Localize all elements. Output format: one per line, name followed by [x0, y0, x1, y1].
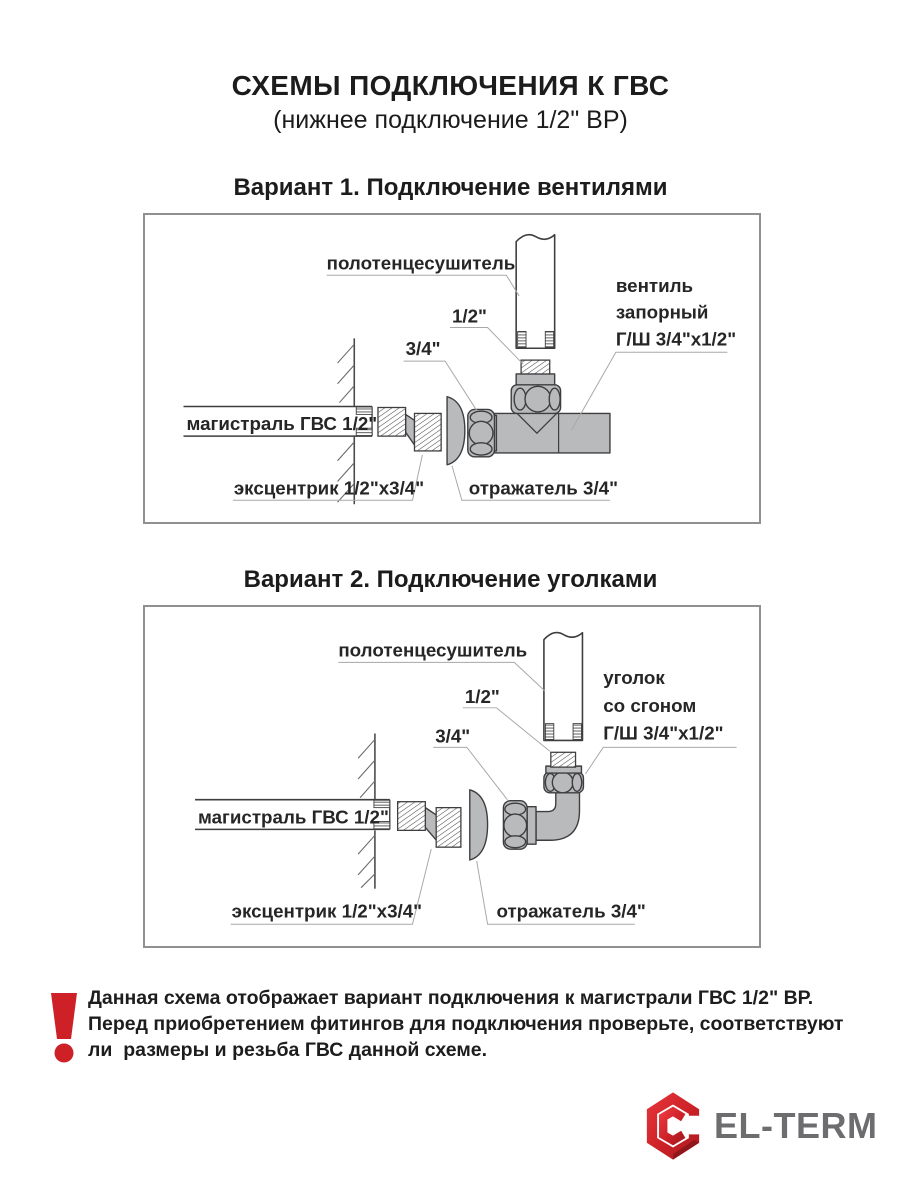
- half-inch-label: 1/2": [452, 305, 487, 327]
- coupling-nut: [468, 409, 495, 456]
- elbow-assembly: [503, 752, 583, 849]
- eccentric-fitting: [378, 407, 441, 450]
- valve-body: [494, 413, 609, 452]
- el-term-logo-icon: [645, 1090, 701, 1162]
- three-quarter-label: 3/4": [405, 338, 441, 360]
- reflector: [447, 397, 465, 465]
- valve-label-line2: запорный: [615, 301, 709, 323]
- page-subtitle: (нижнее подключение 1/2" ВР): [273, 106, 628, 134]
- eccentric-fitting: [398, 802, 461, 847]
- variant2-diagram: [145, 607, 759, 946]
- exclamation-icon: [49, 992, 79, 1064]
- warning-text: [88, 985, 888, 1063]
- towel-rail-pipe: [516, 235, 554, 349]
- eccentric-label: эксцентрик 1/2"x3/4": [231, 900, 423, 922]
- supply-pipe-label: магистраль ГВС 1/2": [186, 413, 378, 435]
- towel-rail-label: полотенцесушитель: [338, 639, 528, 661]
- valve-flange: [516, 374, 554, 385]
- three-quarter-label: 3/4": [435, 725, 471, 747]
- brand-logo: [645, 1090, 877, 1162]
- variant1-diagram-box: [143, 213, 761, 524]
- threaded-nipple: [551, 752, 576, 767]
- valve-top-nut: [511, 385, 560, 414]
- variant1-heading: Вариант 1. Подключение вентилями: [233, 174, 668, 201]
- eccentric-label: эксцентрик 1/2"x3/4": [233, 477, 425, 499]
- elbow-collar: [527, 807, 536, 845]
- reflector: [470, 790, 488, 860]
- warning-line-2: Перед приобретением фитингов для подключения проверьте, соответствуют: [88, 1013, 844, 1035]
- valve-label-line3: Г/Ш 3/4"x1/2": [615, 328, 737, 350]
- variant2-diagram-box: [143, 605, 761, 948]
- supply-pipe-label: магистраль ГВС 1/2": [197, 806, 389, 828]
- towel-rail-pipe: [544, 633, 583, 741]
- threaded-nipple: [521, 360, 550, 374]
- warning-line-1: Данная схема отображает вариант подключения к магистрали ГВС 1/2" ВР.: [88, 987, 814, 1009]
- variant1-diagram: [145, 215, 759, 522]
- towel-rail-label: полотенцесушитель: [326, 252, 516, 274]
- page-title: СХЕМЫ ПОДКЛЮЧЕНИЯ К ГВС: [231, 70, 670, 101]
- reflector-label: отражатель 3/4": [496, 900, 646, 922]
- corner-label-line1: уголок: [603, 667, 665, 689]
- elbow-top-nut: [544, 772, 584, 793]
- corner-label-line2: со сгоном: [603, 694, 697, 716]
- el-term-logo-text: EL-TERM: [714, 1105, 878, 1146]
- half-inch-label: 1/2": [464, 685, 500, 707]
- valve-assembly: [468, 360, 610, 457]
- valve-label-line1: вентиль: [615, 274, 694, 296]
- elbow-body: [536, 793, 579, 840]
- corner-label-line3: Г/Ш 3/4"x1/2": [603, 722, 724, 744]
- warning-line-3: ли размеры и резьба ГВС данной схеме.: [88, 1039, 488, 1061]
- variant2-heading: Вариант 2. Подключение уголками: [243, 566, 658, 593]
- reflector-label: отражатель 3/4": [468, 477, 619, 499]
- coupling-nut: [503, 801, 527, 849]
